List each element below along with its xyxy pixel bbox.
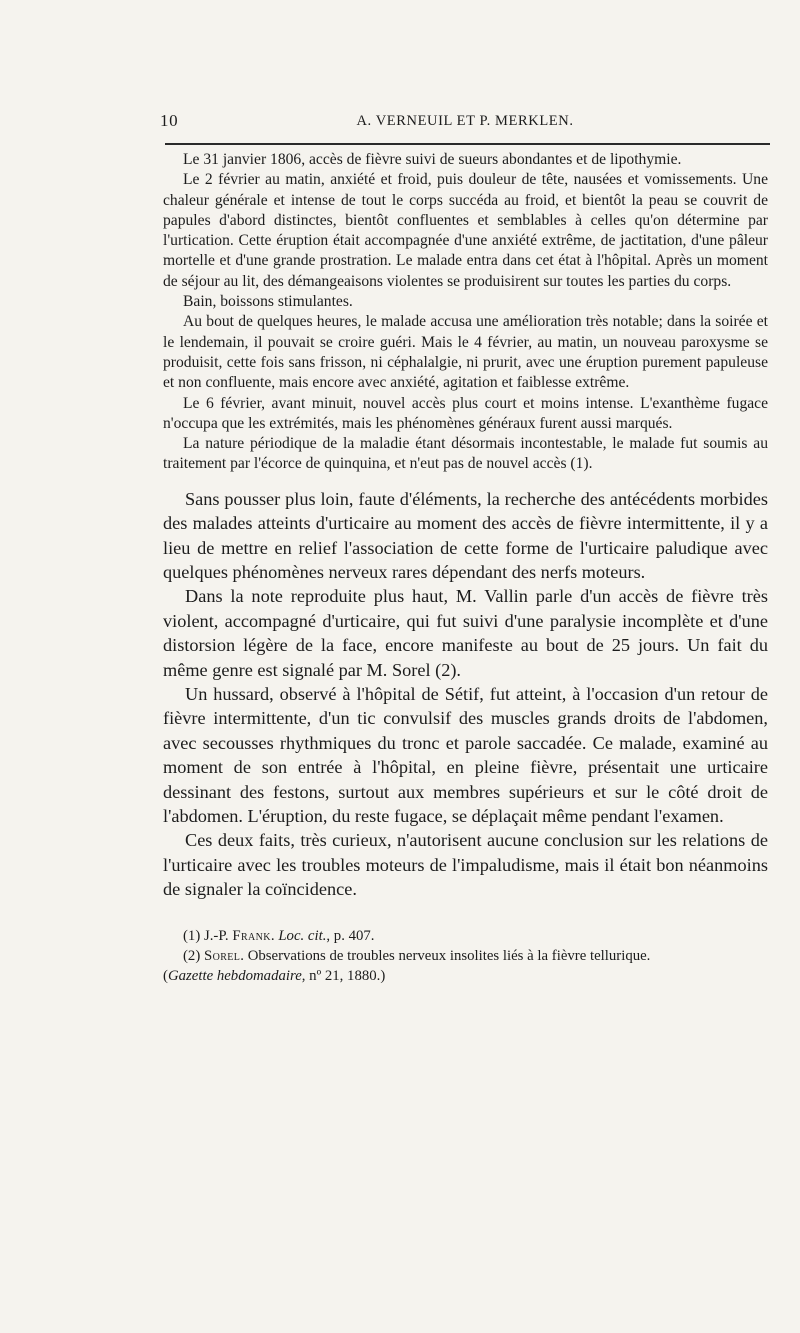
case-observation — [163, 150, 768, 475]
footnotes — [163, 926, 768, 986]
footnote-2-marker: (2) — [183, 947, 204, 964]
footnote-1-rest: , p. 407. — [326, 927, 375, 944]
footnote-2-author: Sorel — [203, 947, 241, 964]
main-paragraph: Un hussard, observé à l'hôpital de Sétif, fut atteint, à l'occasion d'un retour de fièvre intermittente, d'un tic convulsif des muscles grands droits de l'abdomen, avec secousses rhythmiques du tronc et parole saccadée. Ce malade, examiné au moment de son entrée à l'hôpital, en pleine fièvre, présentait une urticaire dessinant des festons, surtout aux membres supérieurs et sur le côté droit de l'abdomen. L'éruption, du reste fugace, se déplaçait même pendant l'examen. — [163, 684, 768, 827]
footnote-2 — [163, 946, 768, 966]
case-paragraph: Le 31 janvier 1806, accès de fièvre suivi de sueurs abondantes et de lipothymie. — [183, 151, 682, 168]
footnote-2-continuation — [163, 966, 768, 986]
text-body — [163, 150, 768, 986]
footnote-1 — [163, 926, 768, 946]
case-paragraph: Bain, boissons stimulantes. — [183, 293, 353, 311]
main-paragraph: Dans la note reproduite plus haut, M. Vallin parle d'un accès de fièvre très violent, accompagné d'urticaire, qui fut suivi d'une paralysie incomplète et d'une distorsion légère de la face, encore manifeste au bout de 25 jours. Un fait du même genre est signalé par M. Sorel (2). — [163, 586, 768, 680]
main-paragraph: Sans pousser plus loin, faute d'éléments, la recherche des antécédents morbides des malades atteints d'urticaire au moment des accès de fièvre intermittente, il y a lieu de mettre en relief l'association de cette forme de l'urticaire paludique avec quelques phénomènes nerveux rares dépendant des nerfs moteurs. — [163, 488, 768, 582]
footnote-2-close-paren: ) — [380, 967, 386, 984]
case-paragraph: Le 6 février, avant minuit, nouvel accès plus court et moins intense. L'exanthème fugace n'occupa que les extrémités, mais les phénomènes généraux furent aussi marqués. — [163, 394, 768, 432]
case-paragraph: La nature périodique de la maladie étant désormais incontestable, le malade fut soumis au traitement par l'écorce de quinquina, et n'eut pas de nouvel accès (1). — [163, 435, 768, 473]
footnote-2-issue: , nº 21, 1880. — [301, 967, 381, 984]
footnote-2-rest: . Observations de troubles nerveux insolites liés à la fièvre tellurique. — [240, 947, 651, 964]
main-text — [163, 487, 768, 902]
main-paragraph: Ces deux faits, très curieux, n'autorisent aucune conclusion sur les relations de l'urticaire avec les troubles moteurs de l'impaludisme, mais il était bon néanmoins de signaler la coïncidence. — [163, 830, 768, 900]
footnote-1-ref: Loc. cit. — [278, 927, 327, 944]
footnote-1-marker: (1) J.-P. — [183, 927, 233, 944]
running-header — [160, 111, 770, 135]
page-number: 10 — [160, 111, 179, 130]
footnote-2-journal: Gazette hebdomadaire — [167, 967, 302, 984]
header-rule — [165, 143, 770, 145]
case-paragraph: Au bout de quelques heures, le malade accusa une amélioration très notable; dans la soirée et le lendemain, il pouvait se croire guéri. Mais le 4 février, au matin, un nouveau paroxysme se produisit, cette fois sans frisson, ni céphalalgie, ni prurit, avec une éruption purement papuleuse et non confluente, mais encore avec anxiété, agitation et faiblesse extrême. — [163, 313, 768, 392]
footnote-1-author: Frank — [232, 927, 271, 944]
footnote-2-open-paren: ( — [163, 967, 168, 984]
running-head-authors: A. VERNEUIL ET P. MERKLEN. — [356, 113, 574, 129]
case-paragraph: Le 2 février au matin, anxiété et froid, puis douleur de tête, nausées et vomissements. Une chaleur générale et intense de tout le corps succéda au froid, et bientôt la peau se couvrit de papules d'abord distinctes, bientôt confluentes et semblables à celles qu'on détermine par l'urtication. Cette éruption était accompagnée d'une anxiété extrême, de jactitation, d'une pâleur mortelle et d'une grande prostration. Le malade entra dans cet état à l'hôpital. Après un moment de séjour au lit, des démangeaisons violentes se produisirent sur toutes les parties du corps. — [163, 171, 768, 290]
footnote-1-punct: . — [270, 927, 279, 944]
